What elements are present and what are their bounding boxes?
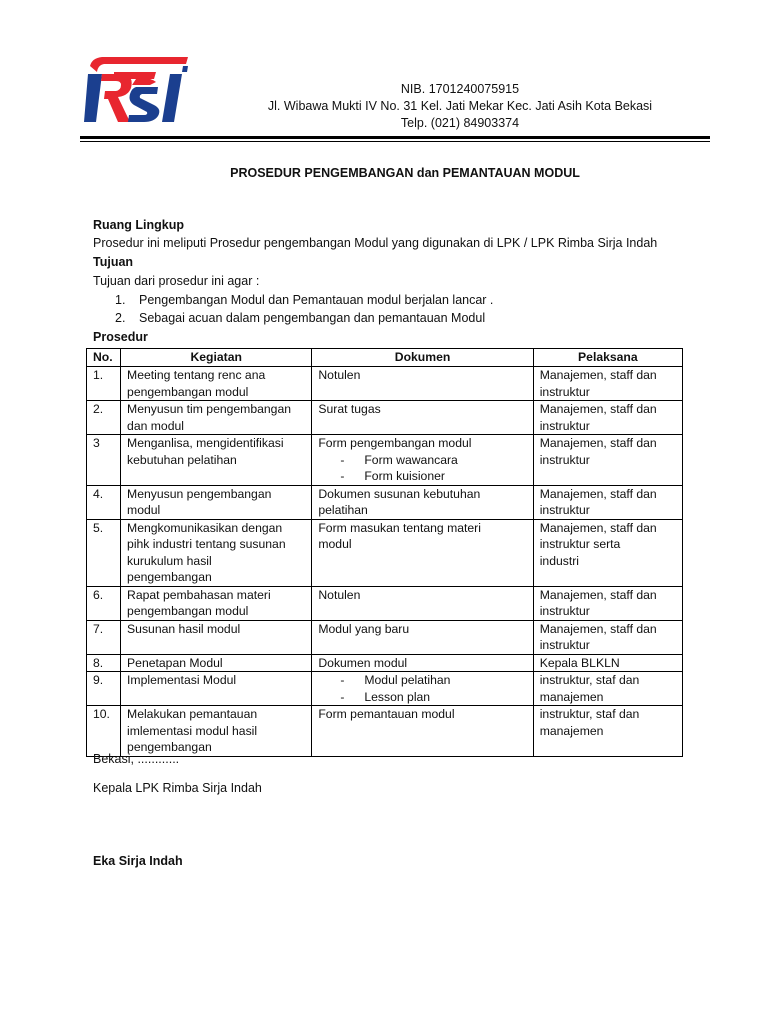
cell-dokumen (312, 672, 533, 706)
cell-dokumen (312, 586, 533, 620)
cell-pelaksana (533, 401, 682, 435)
table-row (87, 654, 683, 672)
column-header-dokumen: Dokumen (312, 349, 533, 367)
document-sub-item (318, 672, 526, 689)
cell-kegiatan (121, 401, 312, 435)
cell-no: 9. (87, 672, 121, 706)
column-header-kegiatan: Kegiatan (121, 349, 312, 367)
table-header-row (87, 349, 683, 367)
list-text: Pengembangan Modul dan Pemantauan modul berjalan lancar . (139, 293, 494, 307)
purpose-intro: Tujuan dari prosedur ini agar : (93, 274, 260, 288)
cell-kegiatan (121, 519, 312, 586)
organization-contact (230, 81, 690, 132)
list-text: Sebagai acuan dalam pengembangan dan pemantauan Modul (139, 311, 486, 325)
cell-line: instruktur, staf dan (539, 707, 640, 721)
table-row (87, 620, 683, 654)
cell-pelaksana (533, 367, 682, 401)
cell-line: Kepala BLKLN (539, 655, 620, 670)
sub-item-text: Form kuisioner (364, 469, 445, 483)
cell-line: Manajemen, staff dan (539, 402, 657, 416)
table-row (87, 672, 683, 706)
cell-no: 1. (87, 367, 121, 401)
signatory-position: Kepala LPK Rimba Sirja Indah (93, 781, 262, 795)
cell-no: 6. (87, 586, 121, 620)
cell-dokumen (312, 401, 533, 435)
cell-pelaksana (533, 435, 682, 486)
document-sub-item (318, 452, 526, 469)
cell-line: Manajemen, staff dan (539, 436, 657, 450)
cell-line: pengembangan modul (127, 384, 249, 399)
cell-dokumen (312, 367, 533, 401)
cell-line: Manajemen, staff dan (539, 368, 657, 382)
cell-line: Modul yang baru (318, 621, 410, 636)
cell-line: Form pengembangan modul (318, 436, 472, 450)
cell-dokumen (312, 654, 533, 672)
cell-pelaksana (533, 485, 682, 519)
document-sub-item (318, 468, 526, 485)
cell-line: pengembangan modul (127, 604, 249, 618)
cell-line: instruktur, staf dan (539, 673, 640, 687)
cell-line: Susunan hasil modul (127, 621, 241, 636)
list-number: 1. (115, 293, 126, 307)
cell-line: Surat tugas (318, 402, 381, 416)
cell-line: Notulen (318, 368, 361, 382)
cell-line: Rapat pembahasan materi (127, 587, 271, 602)
cell-dokumen (312, 485, 533, 519)
cell-no: 4. (87, 485, 121, 519)
cell-line: instruktur serta (539, 537, 621, 551)
cell-line: instruktur (539, 604, 590, 618)
cell-line: instruktur (539, 384, 590, 399)
cell-kegiatan (121, 706, 312, 757)
cell-line: Manajemen, staff dan (539, 621, 657, 636)
cell-line: Melakukan pemantauan (127, 707, 258, 721)
cell-line: Penetapan Modul (127, 655, 223, 670)
cell-kegiatan (121, 367, 312, 401)
cell-line: instruktur (539, 638, 590, 652)
header-divider (80, 136, 710, 139)
cell-line: Manajemen, staff dan (539, 486, 657, 501)
cell-line: kebutuhan pelatihan (127, 452, 237, 467)
cell-kegiatan (121, 672, 312, 706)
cell-no: 7. (87, 620, 121, 654)
cell-line: instruktur (539, 503, 590, 517)
list-item (115, 309, 493, 327)
cell-pelaksana (533, 706, 682, 757)
cell-line: dan modul (127, 418, 184, 433)
phone-number: Telp. (021) 84903374 (400, 116, 520, 130)
sub-item-text: Modul pelatihan (364, 673, 451, 687)
nib-number: NIB. 1701240075915 (400, 82, 520, 96)
cell-pelaksana (533, 519, 682, 586)
cell-line: imlementasi modul hasil (127, 723, 258, 738)
place-date: Bekasi, ............ (93, 752, 180, 766)
cell-line: Dokumen modul (318, 655, 408, 670)
cell-line: Form masukan tentang materi (318, 520, 481, 535)
table-row (87, 586, 683, 620)
cell-line: Notulen (318, 587, 361, 602)
table-row (87, 485, 683, 519)
cell-line: Mengkomunikasikan dengan (127, 520, 283, 535)
signatory-name: Eka Sirja Indah (93, 854, 183, 868)
cell-no: 5. (87, 519, 121, 586)
cell-dokumen (312, 519, 533, 586)
cell-no: 2. (87, 401, 121, 435)
procedure-table (86, 348, 683, 757)
cell-line: pengembangan (127, 740, 212, 754)
cell-line: pengembangan (127, 570, 212, 584)
cell-kegiatan (121, 435, 312, 486)
cell-line: instruktur (539, 418, 590, 433)
cell-pelaksana (533, 654, 682, 672)
sub-item-text: Form wawancara (364, 452, 458, 467)
cell-kegiatan (121, 586, 312, 620)
cell-line: kurukulum hasil (127, 553, 212, 568)
cell-line: Menganlisa, mengidentifikasi (127, 436, 284, 450)
cell-no: 8. (87, 654, 121, 672)
cell-dokumen (312, 706, 533, 757)
table-row (87, 706, 683, 757)
list-item (115, 291, 493, 309)
company-logo (84, 52, 190, 124)
cell-pelaksana (533, 586, 682, 620)
cell-line: Manajemen, staff dan (539, 520, 657, 535)
cell-kegiatan (121, 485, 312, 519)
cell-line: industri (539, 553, 580, 568)
table-row (87, 367, 683, 401)
dash-bullet: - (340, 452, 345, 467)
purpose-list (115, 291, 493, 327)
cell-line: manajemen (539, 723, 604, 738)
header-divider-thin (80, 141, 710, 142)
dash-bullet: - (340, 689, 345, 704)
column-header-pelaksana: Pelaksana (533, 349, 682, 367)
dash-bullet: - (340, 673, 345, 687)
cell-dokumen (312, 620, 533, 654)
cell-line: Meeting tentang renc ana (127, 368, 266, 382)
cell-line: Manajemen, staff dan (539, 587, 657, 602)
cell-line: Dokumen susunan kebutuhan (318, 486, 481, 501)
scope-heading: Ruang Lingkup (93, 218, 184, 232)
cell-kegiatan (121, 620, 312, 654)
table-row (87, 401, 683, 435)
cell-line: pelatihan (318, 503, 368, 517)
cell-line: instruktur (539, 452, 590, 467)
purpose-heading: Tujuan (93, 255, 134, 269)
cell-line: Implementasi Modul (127, 673, 237, 687)
cell-pelaksana (533, 672, 682, 706)
dash-bullet: - (340, 469, 345, 483)
cell-dokumen (312, 435, 533, 486)
column-header-no: No. (87, 349, 121, 367)
procedure-heading: Prosedur (93, 330, 148, 344)
table-row (87, 435, 683, 486)
cell-no: 3 (87, 435, 121, 486)
table-row (87, 519, 683, 586)
address: Jl. Wibawa Mukti IV No. 31 Kel. Jati Mekar Kec. Jati Asih Kota Bekasi (267, 99, 653, 113)
document-sub-item (318, 689, 526, 706)
scope-text: Prosedur ini meliputi Prosedur pengembangan Modul yang digunakan di LPK / LPK Rimba Sirja Indah (93, 236, 658, 250)
cell-line: modul (318, 537, 352, 551)
sub-item-text: Lesson plan (364, 689, 431, 704)
cell-line: Menyusun tim pengembangan (127, 402, 292, 416)
cell-line: Form pemantauan modul (318, 707, 455, 721)
cell-line: Menyusun pengembangan (127, 486, 272, 501)
cell-kegiatan (121, 654, 312, 672)
document-title: PROSEDUR PENGEMBANGAN dan PEMANTAUAN MODUL (230, 166, 580, 180)
cell-line: manajemen (539, 689, 604, 704)
cell-pelaksana (533, 620, 682, 654)
cell-no: 10. (87, 706, 121, 757)
list-number: 2. (115, 311, 126, 325)
cell-line: modul (127, 503, 161, 517)
cell-line: pihk industri tentang susunan (127, 537, 286, 551)
